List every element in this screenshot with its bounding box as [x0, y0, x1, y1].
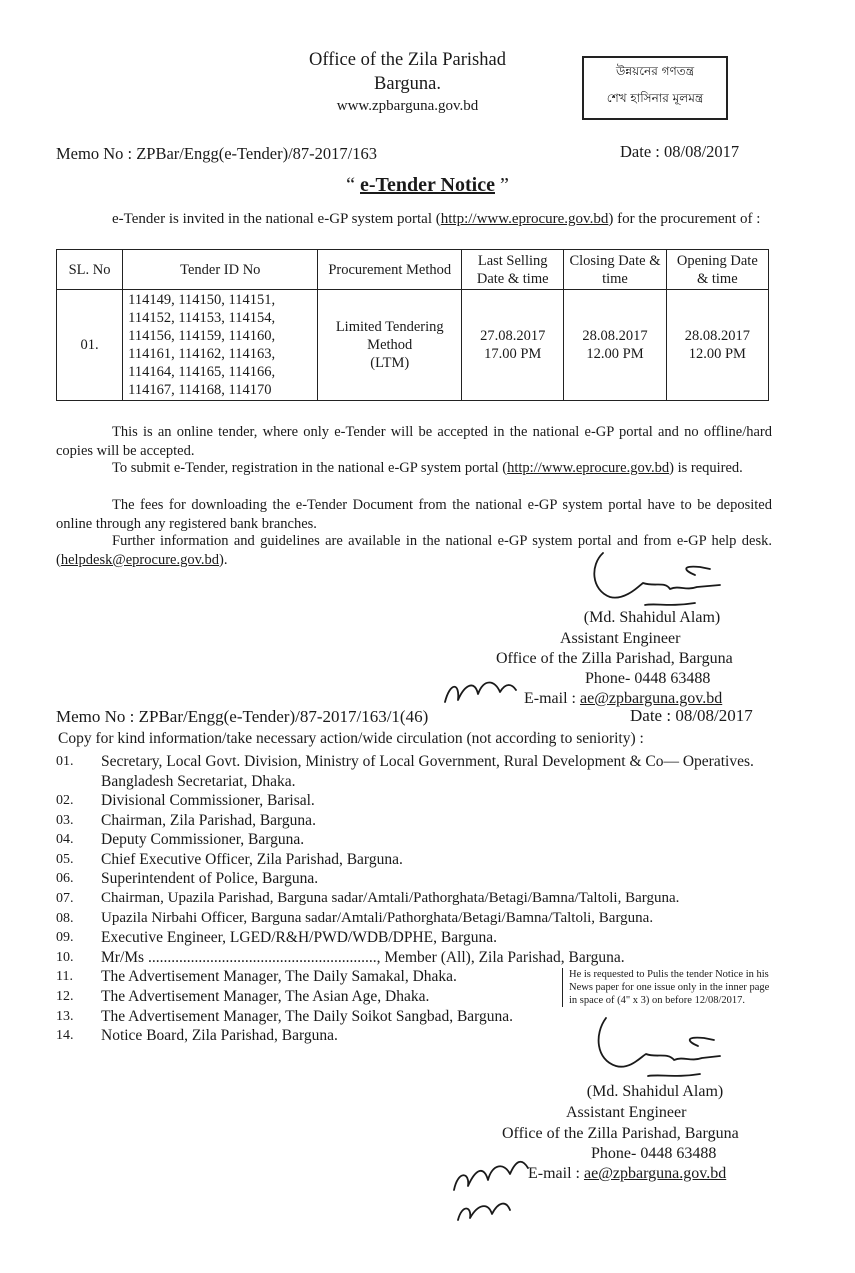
signature-2-phone: Phone- 0448 63488 — [591, 1145, 717, 1162]
list-item-number: 07. — [56, 890, 74, 906]
tender-id-line: 114149, 114150, 114151, — [128, 292, 276, 308]
tender-id-line: 114164, 114165, 114166, — [128, 364, 276, 380]
list-item-text: Divisional Commissioner, Barisal. — [101, 792, 315, 809]
list-item-text: Chairman, Zila Parishad, Barguna. — [101, 811, 316, 829]
slogan-box — [582, 56, 728, 120]
eprocure-link-2[interactable]: http://www.eprocure.gov.bd — [507, 460, 670, 476]
last-selling-time: 17.00 PM — [484, 346, 542, 362]
signature-scribble-icon — [585, 545, 735, 615]
tender-id-line: 114167, 114168, 114170 — [128, 382, 272, 398]
paragraph-online-tender: This is an online tender, where only e-Tender will be accepted in the national e-GP portal and no offline/hard copies will be accepted. — [56, 424, 772, 459]
last-selling-date: 27.08.2017 — [480, 328, 546, 344]
eprocure-link[interactable]: http://www.eprocure.gov.bd — [440, 211, 609, 227]
memo2-date: Date : 08/08/2017 — [630, 706, 753, 725]
p4-text-after: ). — [219, 551, 228, 568]
list-item-text: Superintendent of Police, Barguna. — [101, 870, 319, 888]
cell-sl: 01. — [57, 290, 123, 401]
opening-time: 12.00 PM — [688, 346, 746, 362]
list-item-number: 02. — [56, 793, 74, 808]
initials-scribble-icon — [440, 672, 520, 712]
signature-scribble-icon-2 — [590, 1012, 730, 1082]
office-place: Barguna. — [374, 74, 441, 94]
email-label: E-mail : — [528, 1165, 580, 1182]
notice-title-text: e-Tender Notice — [360, 174, 495, 196]
list-item-text: The Advertisement Manager, The Asian Age, Dhaka. — [101, 987, 430, 1005]
list-item-number: 08. — [56, 910, 74, 926]
initials-scribble-icon-2 — [448, 1150, 538, 1230]
intro-text-after: ) for the procurement of : — [608, 211, 761, 227]
office-website: www.zpbarguna.gov.bd — [336, 98, 479, 114]
p2-text-after: ) is required. — [669, 460, 743, 476]
memo-number: Memo No : ZPBar/Engg(e-Tender)/87-2017/163 — [56, 144, 377, 163]
header-opening: Opening Date & time — [666, 250, 768, 290]
closing-date: 28.08.2017 — [582, 328, 648, 344]
list-item-text: Deputy Commissioner, Barguna. — [101, 831, 305, 849]
list-item-number: 04. — [56, 832, 74, 848]
list-item-text: Mr/Ms ..........................................................., Member (All), Zila Parishad, Barguna. — [101, 948, 625, 966]
table-header-row — [57, 250, 769, 290]
list-item — [56, 850, 776, 870]
method-line: (LTM) — [370, 355, 410, 371]
list-item-text: Secretary, Local Govt. Division, Ministry of Local Government, Rural Development & Co— Operatives. Bangladesh Secretariat, Dhaka. — [101, 753, 754, 790]
header-method: Procurement Method — [318, 250, 462, 290]
list-item-text: Upazila Nirbahi Officer, Barguna sadar/Amtali/Pathorghata/Betagi/Bamna/Taltoli, Barguna. — [101, 909, 654, 926]
cell-opening — [666, 290, 768, 401]
list-item — [56, 811, 776, 831]
list-item — [56, 948, 776, 968]
intro-paragraph — [56, 210, 772, 229]
tender-id-line: 114161, 114162, 114163, — [128, 346, 276, 362]
list-item-number: 10. — [56, 949, 74, 965]
list-item-number: 01. — [56, 754, 74, 769]
cell-method — [318, 290, 462, 401]
signature-name: (Md. Shahidul Alam) — [583, 609, 721, 626]
slogan-line-2: শেখ হাসিনার মূলমন্ত্র — [606, 91, 704, 105]
table-row — [57, 290, 769, 401]
list-item-text: The Advertisement Manager, The Daily Soikot Sangbad, Barguna. — [101, 1007, 514, 1025]
signature-2-email-link[interactable]: ae@zpbarguna.gov.bd — [583, 1165, 727, 1182]
copy-intro: Copy for kind information/take necessary action/wide circulation (not according to seniority) : — [58, 730, 644, 747]
signature-phone: Phone- 0448 63488 — [585, 670, 711, 687]
signature-2-office: Office of the Zilla Parishad, Barguna — [502, 1125, 739, 1142]
list-item-number: 11. — [56, 969, 73, 985]
method-line: Method — [367, 337, 413, 353]
list-item — [56, 752, 776, 791]
notice-title: “ e-Tender Notice ” — [346, 174, 509, 196]
memo2-number: Memo No : ZPBar/Engg(e-Tender)/87-2017/163/1(46) — [56, 707, 429, 726]
list-item-number: 06. — [56, 871, 74, 887]
list-item-text: Chairman, Upazila Parishad, Barguna sadar/Amtali/Pathorghata/Betagi/Bamna/Taltoli, Barguna. — [101, 889, 680, 906]
helpdesk-email-link[interactable]: helpdesk@eprocure.gov.bd — [60, 551, 220, 568]
p4-text-before: Further information and guidelines are available in the national e-GP system portal and from e-GP help desk. ( — [56, 533, 772, 568]
list-item-number: 13. — [56, 1008, 74, 1024]
tender-id-line: 114152, 114153, 114154, — [128, 310, 276, 326]
signature-2-designation: Assistant Engineer — [566, 1104, 687, 1121]
signature-designation: Assistant Engineer — [560, 630, 681, 647]
closing-time: 12.00 PM — [586, 346, 644, 362]
header-last-selling: Last Selling Date & time — [462, 250, 564, 290]
newspaper-note: He is requested to Pulis the tender Notice in his News paper for one issue only in the inner page in space of (4" x 3) on before 12/08/2017. — [562, 968, 779, 1007]
list-item-number: 03. — [56, 812, 74, 828]
list-item-text: The Advertisement Manager, The Daily Samakal, Dhaka. — [101, 968, 457, 986]
memo-date: Date : 08/08/2017 — [620, 142, 740, 161]
email-label: E-mail : — [524, 690, 576, 707]
tender-table — [56, 249, 769, 401]
list-item — [56, 889, 776, 909]
signature-office: Office of the Zilla Parishad, Barguna — [496, 650, 733, 667]
office-title: Office of the Zila Parishad — [309, 50, 506, 70]
list-item — [56, 869, 776, 889]
list-item-number: 09. — [56, 930, 74, 946]
signature-email-link[interactable]: ae@zpbarguna.gov.bd — [579, 690, 723, 707]
p2-text-before: To submit e-Tender, registration in the national e-GP system portal ( — [112, 460, 508, 476]
slogan-line-1: উন্নয়নের গণতন্ত্র — [615, 64, 695, 78]
cell-tender-ids — [123, 290, 318, 401]
cell-closing — [564, 290, 666, 401]
tender-id-line: 114156, 114159, 114160, — [128, 328, 276, 344]
signature-2-name: (Md. Shahidul Alam) — [586, 1083, 724, 1100]
list-item-text: Notice Board, Zila Parishad, Barguna. — [101, 1027, 338, 1045]
cell-last-selling — [462, 290, 564, 401]
list-item-number: 14. — [56, 1028, 74, 1044]
list-item-number: 12. — [56, 988, 74, 1004]
opening-date: 28.08.2017 — [684, 328, 750, 344]
list-item — [56, 909, 776, 929]
header-tender-id: Tender ID No — [123, 250, 318, 290]
list-item-text: Executive Engineer, LGED/R&H/PWD/WDB/DPHE, Barguna. — [101, 929, 497, 947]
paragraph-registration — [56, 459, 772, 478]
list-item — [56, 830, 776, 850]
header-sl: SL. No — [57, 250, 123, 290]
method-line: Limited Tendering — [335, 319, 444, 335]
list-item-text: Chief Executive Officer, Zila Parishad, Barguna. — [101, 850, 403, 868]
list-item — [56, 928, 776, 948]
list-item — [56, 791, 776, 811]
list-item-number: 05. — [56, 851, 74, 867]
paragraph-fees: The fees for downloading the e-Tender Document from the national e-GP system portal have to be deposited online through any registered bank branches. — [56, 497, 772, 532]
intro-text-before: e-Tender is invited in the national e-GP system portal ( — [112, 211, 441, 227]
signature-2-email-row — [528, 1163, 726, 1184]
header-closing: Closing Date & time — [564, 250, 666, 290]
